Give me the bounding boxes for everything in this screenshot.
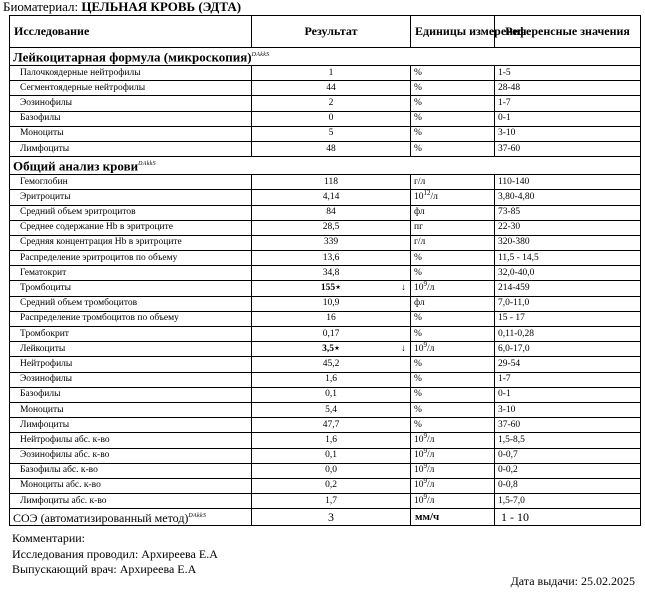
unit-exponent: 12 (423, 188, 431, 197)
esr-reference: 1 - 10 (495, 509, 641, 526)
test-name: Моноциты абс. к-во (10, 478, 252, 493)
value-wrap (252, 343, 410, 356)
section-header-row (10, 48, 641, 66)
test-value: 4,14 (252, 190, 411, 205)
down-arrow-icon: ↓ (401, 283, 406, 294)
test-name: Гематокрит (10, 266, 252, 281)
unit-suffix: /л (427, 480, 435, 491)
unit-exponent: 9 (423, 462, 427, 471)
table-row (10, 126, 641, 141)
table-row (10, 235, 641, 250)
table-row (10, 478, 641, 493)
test-unit: г/л (411, 235, 495, 250)
test-value: 1,7 (252, 494, 411, 509)
unit-suffix: /л (427, 495, 435, 506)
test-name: Эозинофилы (10, 96, 252, 111)
test-value: 45,2 (252, 357, 411, 372)
test-value: 5,4 (252, 402, 411, 417)
test-value: 44 (252, 81, 411, 96)
table-row (10, 418, 641, 433)
test-reference: 0-0,8 (495, 478, 641, 493)
test-unit: фл (411, 205, 495, 220)
test-unit: % (411, 81, 495, 96)
esr-value: 3 (252, 509, 411, 526)
test-name: Эритроциты (10, 190, 252, 205)
test-reference: 32,0-40,0 (495, 266, 641, 281)
test-reference: 37-60 (495, 141, 641, 156)
table-row (10, 81, 641, 96)
value-wrap (252, 282, 410, 295)
table-row (10, 266, 641, 281)
table-row (10, 448, 641, 463)
test-reference: 15 - 17 (495, 311, 641, 326)
test-value (252, 281, 411, 296)
table-row (10, 175, 641, 190)
section-title-cell (10, 157, 641, 175)
test-reference: 22-30 (495, 220, 641, 235)
test-value: 0 (252, 111, 411, 126)
test-value: 339 (252, 235, 411, 250)
test-reference: 3-10 (495, 402, 641, 417)
flag-star: ⋆ (333, 343, 340, 354)
performed-by: Исследования проводил: Архиреева Е.А (12, 547, 218, 561)
test-name: Средний объем эритроцитов (10, 205, 252, 220)
value-number: 3,5 (322, 343, 334, 354)
test-reference: 1-7 (495, 96, 641, 111)
test-value: 1 (252, 66, 411, 81)
test-reference: 320-380 (495, 235, 641, 250)
table-row (10, 372, 641, 387)
unit-base: 10 (414, 480, 424, 491)
test-value: 13,6 (252, 251, 411, 266)
biomaterial-label: Биоматериал: (3, 0, 79, 14)
test-reference: 1,5-7,0 (495, 494, 641, 509)
biomaterial-value: ЦЕЛЬНАЯ КРОВЬ (ЭДТА) (81, 0, 242, 14)
test-value: 34,8 (252, 266, 411, 281)
unit-suffix: /л (427, 434, 435, 445)
value-number: 155 (320, 283, 336, 294)
test-name: Распределение тромбоцитов по объему (10, 311, 252, 326)
test-value: 2 (252, 96, 411, 111)
test-unit (411, 478, 495, 493)
test-name: Палочкоядерные нейтрофилы (10, 66, 252, 81)
section-title: Лейкоцитарная формула (микроскопия) (13, 49, 252, 65)
table-row (10, 296, 641, 311)
test-reference: 1-7 (495, 372, 641, 387)
table-row (10, 311, 641, 326)
test-unit: % (411, 141, 495, 156)
test-value: 48 (252, 141, 411, 156)
unit-suffix: /л (427, 343, 435, 354)
test-reference: 11,5 - 14,5 (495, 251, 641, 266)
table-row (10, 205, 641, 220)
unit-base: 10 (414, 434, 424, 445)
table-row (10, 190, 641, 205)
test-reference: 0-0,2 (495, 463, 641, 478)
results-table (9, 15, 641, 526)
test-reference: 7,0-11,0 (495, 296, 641, 311)
table-row (10, 220, 641, 235)
test-name: Лимфоциты (10, 418, 252, 433)
table-row (10, 402, 641, 417)
test-name: Моноциты (10, 126, 252, 141)
unit-suffix: /л (427, 450, 435, 461)
header-test: Исследование (10, 16, 252, 48)
results-body (10, 48, 641, 526)
esr-name (10, 509, 252, 526)
test-value: 5 (252, 126, 411, 141)
esr-unit: мм/ч (411, 509, 495, 526)
comments-label: Комментарии: (12, 531, 86, 545)
table-row (10, 281, 641, 296)
test-value: 0,1 (252, 387, 411, 402)
test-name: Гемоглобин (10, 175, 252, 190)
test-unit: % (411, 96, 495, 111)
test-reference: 6,0-17,0 (495, 342, 641, 357)
section-title: Общий анализ крови (13, 158, 139, 174)
test-name: Базофилы (10, 111, 252, 126)
test-unit: % (411, 311, 495, 326)
unit-suffix: /л (430, 191, 438, 202)
test-reference: 37-60 (495, 418, 641, 433)
test-value: 1,6 (252, 372, 411, 387)
test-unit: % (411, 126, 495, 141)
section-title-cell (10, 48, 641, 66)
unit-base: 10 (414, 283, 424, 294)
test-unit: % (411, 402, 495, 417)
biomaterial-line (3, 0, 241, 13)
test-unit: % (411, 418, 495, 433)
test-name: Тромбоциты (10, 281, 252, 296)
test-name: Распределение эритроцитов по объему (10, 251, 252, 266)
test-reference: 73-85 (495, 205, 641, 220)
unit-base: 10 (414, 450, 424, 461)
test-unit: % (411, 387, 495, 402)
table-row (10, 251, 641, 266)
test-reference: 110-140 (495, 175, 641, 190)
test-unit: % (411, 66, 495, 81)
test-value: 84 (252, 205, 411, 220)
test-unit (411, 494, 495, 509)
section-header-row (10, 157, 641, 175)
header-reference: Референсные значения (495, 16, 641, 48)
test-name: Лейкоциты (10, 342, 252, 357)
test-reference: 29-54 (495, 357, 641, 372)
test-reference: 0-1 (495, 387, 641, 402)
test-unit (411, 342, 495, 357)
test-value: 118 (252, 175, 411, 190)
unit-base: 10 (414, 343, 424, 354)
test-reference: 214-459 (495, 281, 641, 296)
test-name: Среднее содержание Hb в эритроците (10, 220, 252, 235)
unit-exponent: 9 (423, 340, 427, 349)
test-reference: 1-5 (495, 66, 641, 81)
unit-exponent: 9 (423, 431, 427, 440)
test-value: 0,1 (252, 448, 411, 463)
test-name: Лимфоциты абс. к-во (10, 494, 252, 509)
unit-exponent: 9 (423, 279, 427, 288)
test-reference: 1,5-8,5 (495, 433, 641, 448)
unit-base: 10 (414, 495, 424, 506)
table-row (10, 494, 641, 509)
unit-exponent: 9 (423, 446, 427, 455)
table-header-row (10, 16, 641, 48)
test-unit (411, 281, 495, 296)
test-value: 28,5 (252, 220, 411, 235)
unit-base: 10 (414, 465, 424, 476)
test-value: 0,0 (252, 463, 411, 478)
unit-exponent: 9 (423, 492, 427, 501)
test-name: Эозинофилы (10, 372, 252, 387)
header-result: Результат (252, 16, 411, 48)
test-name: Моноциты (10, 402, 252, 417)
test-unit (411, 463, 495, 478)
table-row (10, 433, 641, 448)
test-name: Средняя концентрация Hb в эритроците (10, 235, 252, 250)
esr-label: СОЭ (автоматизированный метод) (13, 511, 189, 526)
test-unit: г/л (411, 175, 495, 190)
test-unit (411, 433, 495, 448)
test-value: 16 (252, 311, 411, 326)
table-row (10, 111, 641, 126)
test-unit (411, 448, 495, 463)
test-reference: 28-48 (495, 81, 641, 96)
issue-date: Дата выдачи: 25.02.2025 (510, 574, 635, 588)
test-reference: 3-10 (495, 126, 641, 141)
test-name: Лимфоциты (10, 141, 252, 156)
unit-exponent: 9 (423, 477, 427, 486)
test-name: Сегментоядерные нейтрофилы (10, 81, 252, 96)
accreditation-mark: DAkkS (138, 161, 156, 168)
test-name: Нейтрофилы (10, 357, 252, 372)
test-unit (411, 190, 495, 205)
accreditation-mark: DAkkS (251, 52, 270, 59)
header-units: Единицы измерения (411, 16, 495, 48)
table-row (10, 463, 641, 478)
test-reference: 0-1 (495, 111, 641, 126)
down-arrow-icon: ↓ (401, 343, 406, 354)
test-unit: % (411, 251, 495, 266)
unit-suffix: /л (427, 465, 435, 476)
test-unit: % (411, 266, 495, 281)
issuing-doctor: Выпускающий врач: Архиреева Е.А (12, 562, 197, 576)
table-row (10, 66, 641, 81)
test-value: 0,2 (252, 478, 411, 493)
test-name: Базофилы (10, 387, 252, 402)
table-row (10, 327, 641, 342)
test-reference: 3,80-4,80 (495, 190, 641, 205)
test-name: Базофилы абс. к-во (10, 463, 252, 478)
esr-row (10, 509, 641, 526)
test-unit: фл (411, 296, 495, 311)
table-row (10, 141, 641, 156)
test-name: Нейтрофилы абс. к-во (10, 433, 252, 448)
test-value: 0,17 (252, 327, 411, 342)
test-name: Тромбокрит (10, 327, 252, 342)
test-value: 47,7 (252, 418, 411, 433)
table-row (10, 342, 641, 357)
test-value (252, 342, 411, 357)
test-name: Эозинофилы абс. к-во (10, 448, 252, 463)
test-unit: % (411, 372, 495, 387)
table-row (10, 387, 641, 402)
test-name: Средний объем тромбоцитов (10, 296, 252, 311)
accreditation-mark: DAkkS (188, 513, 207, 520)
test-reference: 0-0,7 (495, 448, 641, 463)
table-row (10, 96, 641, 111)
unit-suffix: /л (427, 283, 435, 294)
test-unit: % (411, 111, 495, 126)
test-reference: 0,11-0,28 (495, 327, 641, 342)
table-row (10, 357, 641, 372)
test-value: 10,9 (252, 296, 411, 311)
test-value: 1,6 (252, 433, 411, 448)
unit-base: 10 (414, 191, 424, 202)
test-unit: % (411, 357, 495, 372)
test-unit: пг (411, 220, 495, 235)
test-unit: % (411, 327, 495, 342)
flag-star: ⋆ (335, 283, 342, 294)
